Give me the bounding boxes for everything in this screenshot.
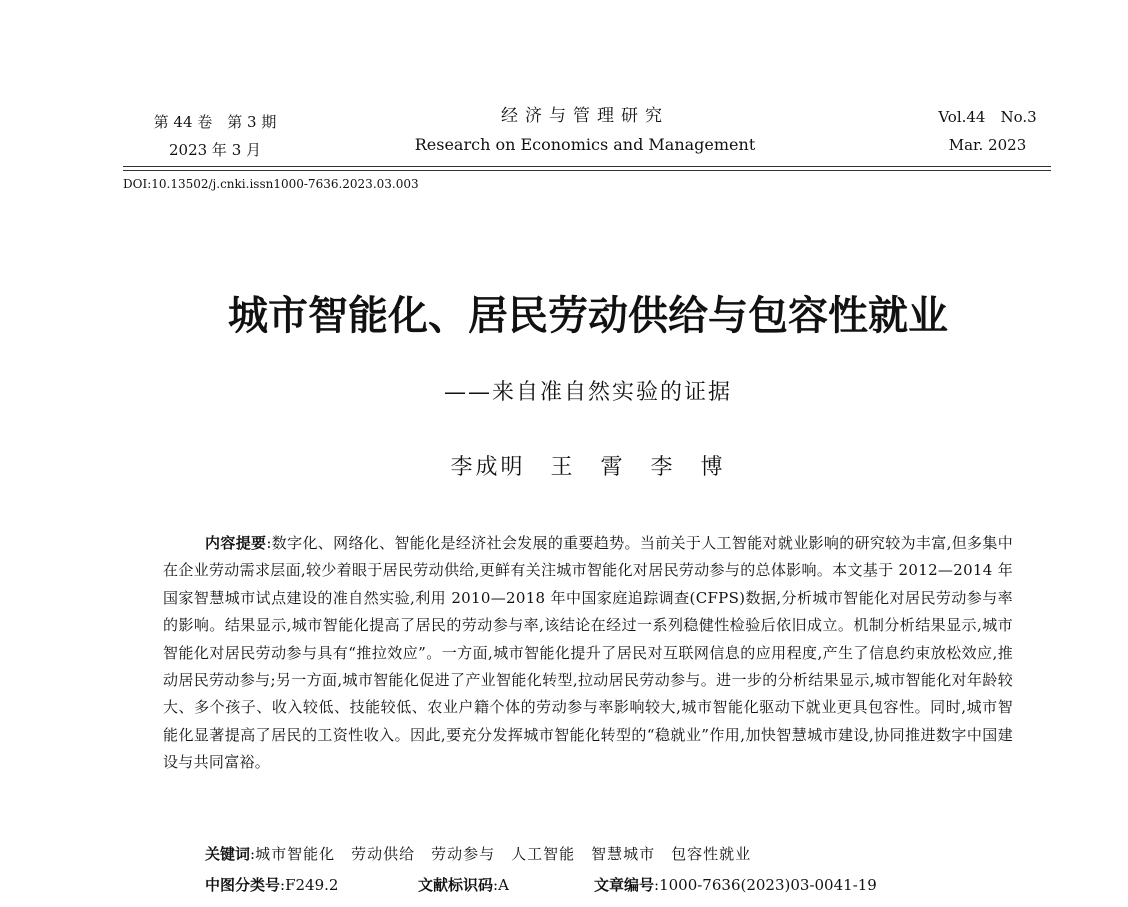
clc-number — [205, 874, 338, 896]
keywords-label: 关键词 — [205, 845, 251, 863]
article-subtitle: ——来自准自然实验的证据 — [443, 380, 732, 405]
keyword: 劳动参与 — [431, 845, 496, 863]
article-number-label: 文章编号 — [594, 876, 655, 894]
keyword: 城市智能化 — [255, 845, 336, 863]
abstract-label: 内容提要 — [205, 534, 267, 552]
article-title: 城市智能化、居民劳动供给与包容性就业 — [228, 293, 948, 339]
abstract — [163, 530, 1013, 777]
journal-volume-en-block — [930, 103, 1045, 159]
article-authors: 李成明 王 霄 李 博 — [450, 455, 726, 480]
doi: DOI:10.13502/j.cnki.issn1000-7636.2023.03.003 — [123, 177, 419, 191]
keyword: 人工智能 — [511, 845, 576, 863]
keywords-separator: : — [250, 845, 256, 863]
abstract-text: :数字化、网络化、智能化是经济社会发展的重要趋势。当前关于人工智能对就业影响的研究较为丰富,但多集中在企业劳动需求层面,较少着眼于居民劳动供给,更鲜有关注城市智能化对居民劳动参与的总体影响。本文基于 2012—2014 年国家智慧城市试点建设的准自然实验,利用 2010—2018 年中国家庭追踪调查(CFPS)数据,分析城市智能化对居民劳动参与率的影响。结果显示,城市智能化提高了居民的劳动参与率,该结论在经过一系列稳健性检验后依旧成立。机制分析结果显示,城市智能化对居民劳动参与具有“推拉效应”。一方面,城市智能化提升了居民对互联网信息的应用程度,产生了信息约束放松效应,推动居民劳动参与;另一方面,城市智能化促进了产业智能化转型,拉动居民劳动参与。进一步的分析结果显示,城市智能化对年龄较大、多个孩子、收入较低、技能较低、农业户籍个体的劳动参与率影响较大,城市智能化驱动下就业更具包容性。同时,城市智能化显著提高了居民的工资性收入。因此,要充分发挥城市智能化转型的“稳就业”作用,加快智慧城市建设,协同推进数字中国建设与共同富裕。 — [163, 534, 1014, 772]
document-code — [418, 874, 509, 896]
journal-name-block — [400, 102, 770, 160]
keywords — [205, 843, 767, 865]
document-code-value: :A — [493, 876, 509, 894]
article-number — [594, 874, 877, 896]
clc-value: :F249.2 — [280, 876, 339, 894]
article-number-value: :1000-7636(2023)03-0041-19 — [654, 876, 877, 894]
volume-issue-cn: 第 44 卷 第 3 期 — [153, 113, 277, 131]
header-rule-top — [123, 166, 1051, 167]
document-code-label: 文献标识码 — [418, 876, 494, 894]
date-cn: 2023 年 3 月 — [168, 141, 262, 159]
journal-volume-block — [150, 108, 280, 164]
volume-issue-en: Vol.44 No.3 — [938, 108, 1037, 126]
keyword: 劳动供给 — [351, 845, 416, 863]
journal-name-cn: 经济与管理研究 — [501, 106, 669, 126]
keyword: 智慧城市 — [591, 845, 656, 863]
date-en: Mar. 2023 — [948, 136, 1027, 154]
keyword: 包容性就业 — [671, 845, 752, 863]
journal-name-en: Research on Economics and Management — [414, 135, 756, 154]
clc-label: 中图分类号 — [205, 876, 281, 894]
header-rule-bottom — [123, 170, 1051, 171]
